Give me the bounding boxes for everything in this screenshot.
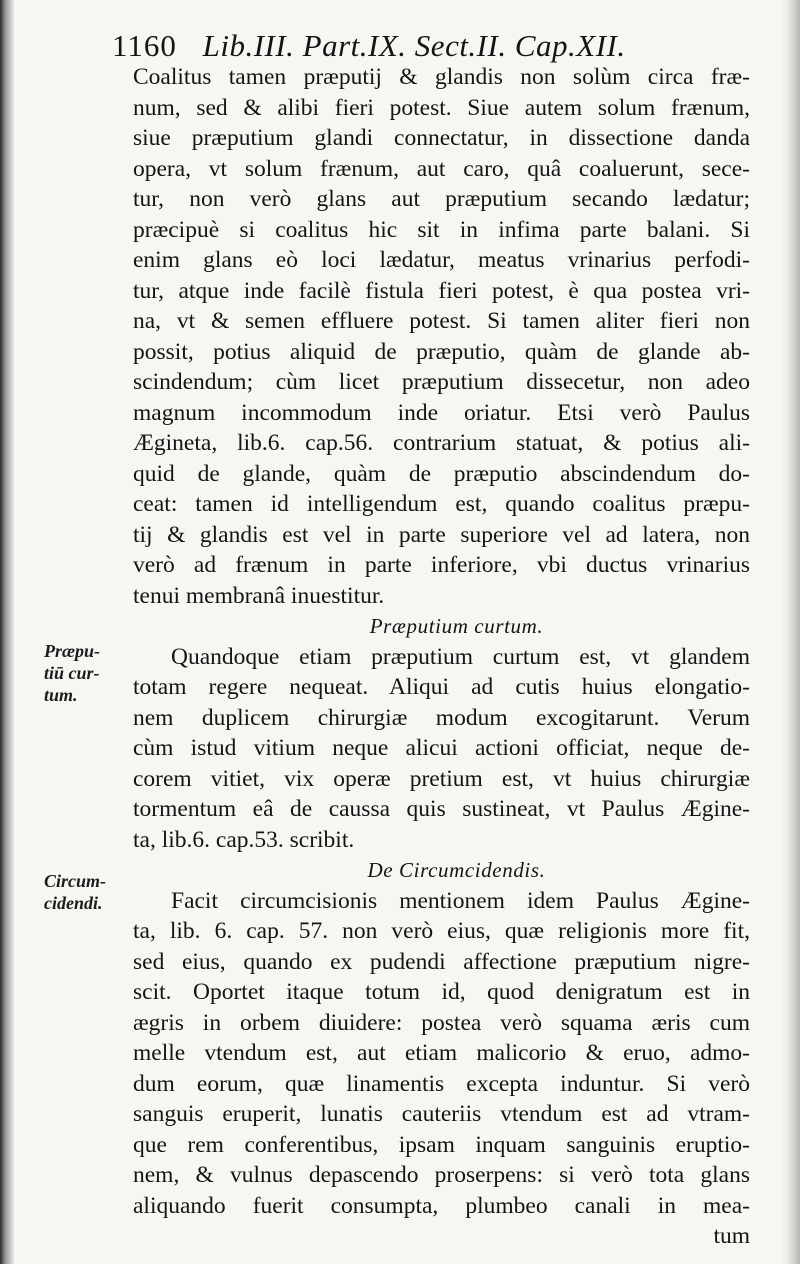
text-line: præcipuè si coalitus hic sit in infima parte balani. Si <box>133 216 750 243</box>
text-line: tur, atque inde facilè fistula fieri potest, è qua postea vri- <box>133 277 750 304</box>
sidenote-line: Circum- <box>44 871 107 891</box>
text-line: totam regere nequeat. Aliqui ad cutis huius elongatio- <box>133 674 750 700</box>
running-head: Lib.III. Part.IX. Sect.II. Cap.XII. <box>202 28 626 63</box>
text-line: tur, non verò glans aut præputium secando lædatur; <box>133 186 750 212</box>
text-line: Facit circumcisionis mentionem idem Paulus Ægine- <box>171 887 750 914</box>
text-line: melle vtendum est, aut etiam malicorio & eruo, admo- <box>133 1040 750 1066</box>
main-text <box>133 62 750 1252</box>
text-line: num, sed & alibi fieri potest. Siue autem solum frænum, <box>133 94 750 121</box>
text-line: que rem conferentibus, ipsam inquam sanguinis eruptio- <box>133 1131 750 1158</box>
text-line: sed eius, quando ex pudendi affectione præputium nigre- <box>133 948 750 975</box>
text-line: aliquando fuerit consumpta, plumbeo canali in mea- <box>133 1192 750 1219</box>
paragraph-praeputium-curtum <box>133 642 750 856</box>
page-number: 1160 <box>112 28 177 63</box>
text-line: quid de glande, quàm de præputio abscindendum do- <box>133 460 750 487</box>
text-line: verò ad frænum in parte inferiore, vbi ductus vrinarius <box>133 552 750 578</box>
paragraph-circumcidendis <box>133 886 750 1252</box>
section-heading-praeputium-curtum: Præputium curtum. <box>369 614 544 638</box>
text-line: dum eorum, quæ linamentis excepta induntur. Si verò <box>133 1070 750 1097</box>
text-line: ægris in orbem diuidere: postea verò squama æris cum <box>133 1009 750 1036</box>
text-line: magnum incommodum inde oriatur. Etsi verò Paulus <box>133 399 750 426</box>
text-line: ta, lib. 6. cap. 57. non verò eius, quæ religionis more fit, <box>133 918 750 944</box>
text-line: scindendum; cùm licet præputium dissecetur, non adeo <box>133 369 750 395</box>
catchword: tum <box>713 1223 750 1249</box>
text-line: tenui membranâ inuestitur. <box>133 582 385 609</box>
section-heading-de-circumcidendis: De Circumcidendis. <box>367 858 546 882</box>
sidenote-line: cidendi. <box>44 893 103 913</box>
text-line: Quandoque etiam præputium curtum est, vt glandem <box>171 643 750 670</box>
page-edge <box>782 0 800 1264</box>
text-line: ta, lib.6. cap.53. scribit. <box>133 826 355 853</box>
text-line: nem duplicem chirurgiæ modum excogitarunt. Verum <box>133 704 750 731</box>
text-line: Ægineta, lib.6. cap.56. contrarium statuat, & potius ali- <box>133 430 750 456</box>
text-line: Coalitus tamen præputij & glandis non solùm circa fræ- <box>133 64 750 90</box>
sidenote-line: tiū cur- <box>44 663 100 683</box>
text-line: nem, & vulnus depascendo proserpens: si verò tota glans <box>133 1162 750 1188</box>
paragraph-coalitus <box>133 62 750 611</box>
page-header <box>112 26 712 66</box>
text-line: tormentum eâ de caussa quis sustineat, vt Paulus Ægine- <box>133 796 750 822</box>
text-line: siue præputium glandi connectatur, in dissectione danda <box>133 125 750 151</box>
sidenote-line: tum. <box>44 685 78 705</box>
text-line: corem vitiet, vix operæ pretium est, vt huius chirurgiæ <box>133 765 750 792</box>
sidenote-praeputium-curtum <box>44 640 129 706</box>
text-line: enim glans eò loci lædatur, meatus vrinarius perfodi- <box>133 247 750 273</box>
text-line: cùm istud vitium neque alicui actioni officiat, neque de- <box>133 735 750 761</box>
sidenote-circumcidendi <box>44 870 129 914</box>
text-line: sanguis eruperit, lunatis cauteriis vtendum est ad vtram- <box>133 1101 750 1127</box>
text-line: na, vt & semen effluere potest. Si tamen aliter fieri non <box>133 308 750 334</box>
text-line: ceat: tamen id intelligendum est, quando coalitus præpu- <box>133 491 750 517</box>
text-line: possit, potius aliquid de præputio, quàm de glande ab- <box>133 338 750 365</box>
sidenote-line: Præpu- <box>44 641 101 661</box>
text-line: scit. Oportet itaque totum id, quod denigratum est in <box>133 979 750 1005</box>
binding-shadow <box>0 0 14 1264</box>
text-line: opera, vt solum frænum, aut caro, quâ coaluerunt, sece- <box>133 155 750 182</box>
text-line: tij & glandis est vel in parte superiore vel ad latera, non <box>133 521 750 548</box>
